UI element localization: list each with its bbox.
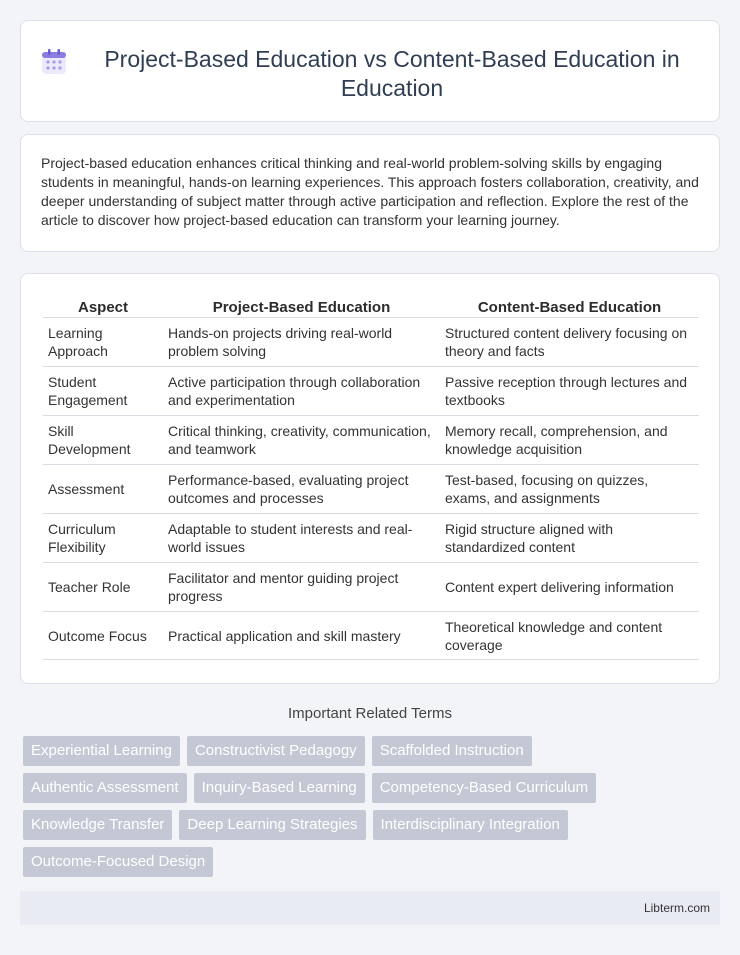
content-based-cell: Test-based, focusing on quizzes, exams, and assignments bbox=[440, 464, 699, 513]
project-based-cell: Hands-on projects driving real-world problem solving bbox=[163, 317, 440, 366]
intro-paragraph: Project-based education enhances critical thinking and real-world problem-solving skills by engaging students in meaningful, hands-on learning experiences. This approach fosters collaboration, creativity, and deeper understanding of subject matter through active participation and reflection. Explore the rest of the article to discover how project-based education can transform your learning journey. bbox=[41, 155, 699, 228]
content-based-cell: Theoretical knowledge and content coverage bbox=[440, 611, 699, 660]
project-based-cell: Critical thinking, creativity, communication, and teamwork bbox=[163, 415, 440, 464]
project-based-cell: Adaptable to student interests and real-world issues bbox=[163, 513, 440, 562]
tag-interdisciplinary-integration[interactable]: Interdisciplinary Integration bbox=[373, 810, 568, 840]
table-row bbox=[43, 611, 699, 660]
aspect-cell: Student Engagement bbox=[43, 366, 163, 415]
tag-competency-based-curriculum[interactable]: Competency-Based Curriculum bbox=[372, 773, 596, 803]
tag-knowledge-transfer[interactable]: Knowledge Transfer bbox=[23, 810, 172, 840]
tag-constructivist-pedagogy[interactable]: Constructivist Pedagogy bbox=[187, 736, 365, 766]
tag-inquiry-based-learning[interactable]: Inquiry-Based Learning bbox=[194, 773, 365, 803]
footer bbox=[20, 891, 720, 925]
content-based-cell: Rigid structure aligned with standardized content bbox=[440, 513, 699, 562]
content-based-cell: Content expert delivering information bbox=[440, 562, 699, 611]
tag-row bbox=[23, 736, 723, 773]
aspect-cell: Teacher Role bbox=[43, 562, 163, 611]
aspect-cell: Outcome Focus bbox=[43, 611, 163, 660]
project-based-cell: Active participation through collaboration and experimentation bbox=[163, 366, 440, 415]
tag-row bbox=[23, 773, 723, 810]
header-content-based: Content-Based Education bbox=[477, 298, 662, 316]
table-row bbox=[43, 562, 699, 611]
page-title: Project-Based Education vs Content-Based Education in Education bbox=[104, 46, 680, 101]
table-row bbox=[43, 464, 699, 513]
project-based-cell: Performance-based, evaluating project outcomes and processes bbox=[163, 464, 440, 513]
title-card bbox=[20, 20, 720, 122]
header-aspect: Aspect bbox=[77, 298, 129, 316]
comparison-card bbox=[20, 273, 720, 684]
aspect-cell: Curriculum Flexibility bbox=[43, 513, 163, 562]
tag-outcome-focused-design[interactable]: Outcome-Focused Design bbox=[23, 847, 213, 877]
related-terms-list bbox=[23, 736, 723, 884]
table-row bbox=[43, 366, 699, 415]
tag-experiential-learning[interactable]: Experiential Learning bbox=[23, 736, 180, 766]
footer-site-link[interactable]: Libterm.com bbox=[643, 901, 710, 915]
content-based-cell: Memory recall, comprehension, and knowledge acquisition bbox=[440, 415, 699, 464]
related-terms-heading: Important Related Terms bbox=[288, 705, 452, 722]
table-row bbox=[43, 317, 699, 366]
intro-card bbox=[20, 134, 720, 252]
tag-row bbox=[23, 847, 723, 884]
project-based-cell: Facilitator and mentor guiding project progress bbox=[163, 562, 440, 611]
table-row bbox=[43, 415, 699, 464]
aspect-cell: Learning Approach bbox=[43, 317, 163, 366]
content-based-cell: Passive reception through lectures and textbooks bbox=[440, 366, 699, 415]
comparison-table bbox=[43, 295, 699, 660]
tag-authentic-assessment[interactable]: Authentic Assessment bbox=[23, 773, 187, 803]
tag-scaffolded-instruction[interactable]: Scaffolded Instruction bbox=[372, 736, 532, 766]
project-based-cell: Practical application and skill mastery bbox=[163, 611, 440, 660]
tag-deep-learning-strategies[interactable]: Deep Learning Strategies bbox=[179, 810, 365, 840]
tag-row bbox=[23, 810, 723, 847]
aspect-cell: Skill Development bbox=[43, 415, 163, 464]
aspect-cell: Assessment bbox=[43, 464, 163, 513]
content-based-cell: Structured content delivery focusing on theory and facts bbox=[440, 317, 699, 366]
calendar-grid-icon bbox=[41, 49, 67, 75]
table-row bbox=[43, 513, 699, 562]
header-project-based: Project-Based Education bbox=[212, 298, 391, 316]
table-header-row bbox=[43, 295, 699, 317]
